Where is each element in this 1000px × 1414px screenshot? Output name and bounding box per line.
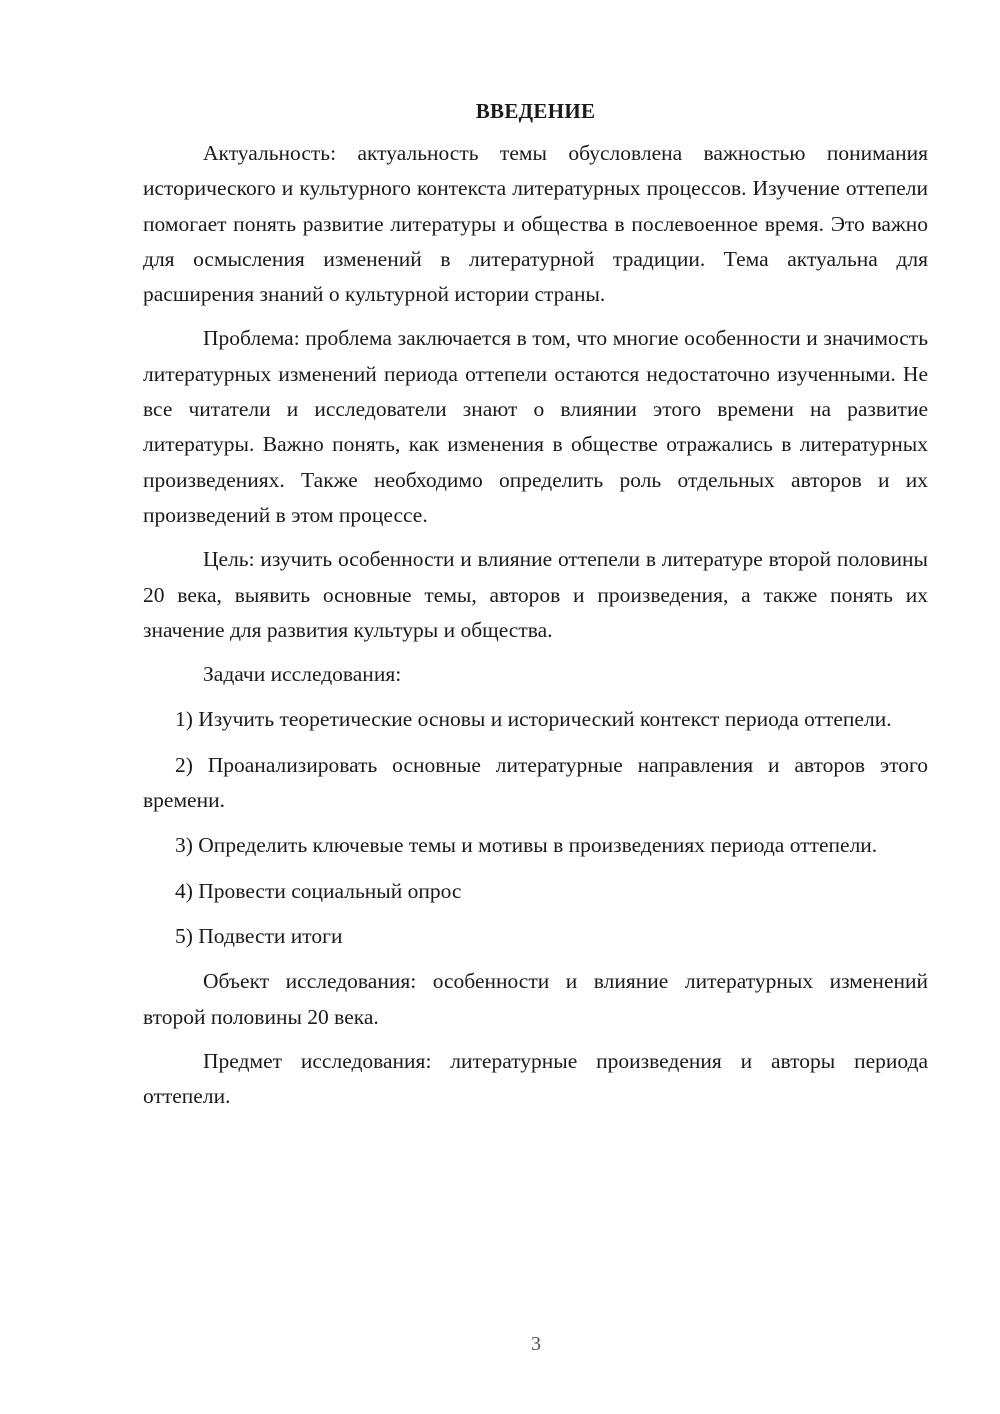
page-number: 3 [531,1333,541,1355]
task-item-3: 3) Определить ключевые темы и мотивы в произведениях периода оттепели. [175,833,878,858]
document-page [143,96,928,1123]
goal-paragraph: Цель: изучить особенности и влияние оттепели в литературе второй половины 20 века, выявить основные темы, авторов и произведения, а также понять их значение для развития культуры и общества. [143,547,928,642]
tasks-heading: Задачи исследования: [203,662,402,687]
research-subject-paragraph: Предмет исследования: литературные произведения и авторы периода оттепели. [143,1048,928,1109]
task-item-5: 5) Подвести итоги [175,923,343,948]
page-title: ВВЕДЕНИЕ [475,99,596,123]
relevance-paragraph: Актуальность: актуальность темы обусловлена важностью понимания исторического и культурного контекста литературных процессов. Изучение оттепели помогает понять развитие литературы и общества в послевоенное время. Это важно для осмысления изменений в литературной традиции. Тема актуальна для расширения знаний о культурной истории страны. [143,141,928,307]
task-item-2: 2) Проанализировать основные литературные направления и авторов этого времени. [143,752,928,813]
task-item-4: 4) Провести социальный опрос [175,878,462,903]
problem-paragraph: Проблема: проблема заключается в том, что многие особенности и значимость литературных изменений периода оттепели остаются недостаточно изученными. Не все читатели и исследователи знают о влиянии этого времени на развитие литературы. Важно понять, как изменения в обществе отражались в литературных произведениях. Также необходимо определить роль отдельных авторов и их произведений в этом процессе. [143,326,928,527]
task-item-1: 1) Изучить теоретические основы и исторический контекст периода оттепели. [175,707,892,732]
research-object-paragraph: Объект исследования: особенности и влияние литературных изменений второй половины 20 века. [143,969,928,1029]
